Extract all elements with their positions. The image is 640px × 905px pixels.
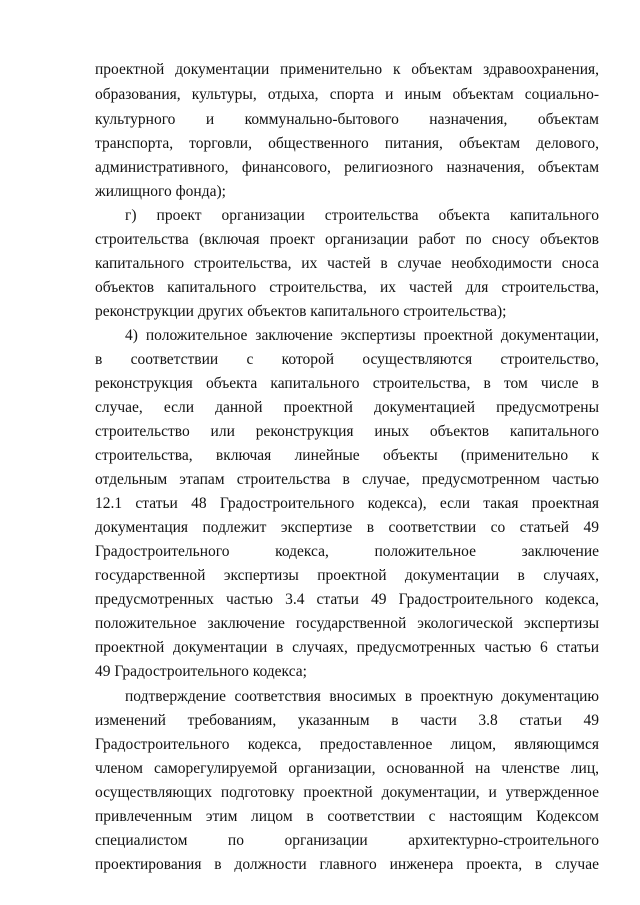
text-line: отдельным этапам строительства в случае, предусмотренном частью <box>95 471 599 488</box>
text-line: Градостроительного кодекса, предоставленное лицом, являющимся <box>95 736 599 753</box>
text-line: положительное заключение государственной экологической экспертизы <box>95 615 599 632</box>
text-line: г) проект организации строительства объекта капитального <box>125 207 599 224</box>
text-line: проектирования в должности главного инженера проекта, в случае <box>95 856 599 873</box>
text-line: привлеченным этим лицом в соответствии с настоящим Кодексом <box>95 808 599 825</box>
text-line: специалистом по организации архитектурно-строительного <box>95 832 599 849</box>
text-line: транспорта, торговли, общественного питания, объектам делового, <box>95 135 599 152</box>
text-line: образования, культуры, отдыха, спорта и иным объектам социально- <box>95 86 599 103</box>
text-line: государственной экспертизы проектной документации в случаях, <box>95 567 599 584</box>
text-line: строительства, включая линейные объекты (применительно к <box>95 447 599 464</box>
text-line: реконструкция объекта капитального строительства, в том числе в <box>95 375 599 392</box>
text-line: Градостроительного кодекса, положительное заключение <box>95 543 599 560</box>
text-line: реконструкции других объектов капитального строительства); <box>95 303 507 320</box>
text-line: в соответствии с которой осуществляются строительство, <box>95 351 599 368</box>
text-line: случае, если данной проектной документацией предусмотрены <box>95 399 599 416</box>
text-line: 49 Градостроительного кодекса; <box>95 663 307 680</box>
text-line: строительства (включая проект организации работ по сносу объектов <box>95 231 599 248</box>
text-line: капитального строительства, их частей в случае необходимости сноса <box>95 255 599 272</box>
text-line: подтверждение соответствия вносимых в проектную документацию <box>125 688 599 705</box>
text-line: проектной документации применительно к объектам здравоохранения, <box>95 61 599 78</box>
text-line: культурного и коммунально-бытового назначения, объектам <box>95 111 599 128</box>
text-line: строительство или реконструкция иных объектов капитального <box>95 423 599 440</box>
text-line: изменений требованиям, указанным в части 3.8 статьи 49 <box>95 712 599 729</box>
text-line: жилищного фонда); <box>95 183 226 200</box>
text-line: членом саморегулируемой организации, основанной на членстве лиц, <box>95 760 599 777</box>
text-line: осуществляющих подготовку проектной документации, и утвержденное <box>95 784 599 801</box>
text-line: объектов капитального строительства, их частей для строительства, <box>95 279 599 296</box>
text-line: предусмотренных частью 3.4 статьи 49 Градостроительного кодекса, <box>95 591 599 608</box>
text-line: 12.1 статьи 48 Градостроительного кодекса), если такая проектная <box>95 495 599 512</box>
text-line: 4) положительное заключение экспертизы проектной документации, <box>125 327 599 344</box>
text-line: административного, финансового, религиозного назначения, объектам <box>95 159 599 176</box>
text-line: проектной документации в случаях, предусмотренных частью 6 статьи <box>95 639 599 656</box>
text-line: документация подлежит экспертизе в соответствии со статьей 49 <box>95 519 599 536</box>
